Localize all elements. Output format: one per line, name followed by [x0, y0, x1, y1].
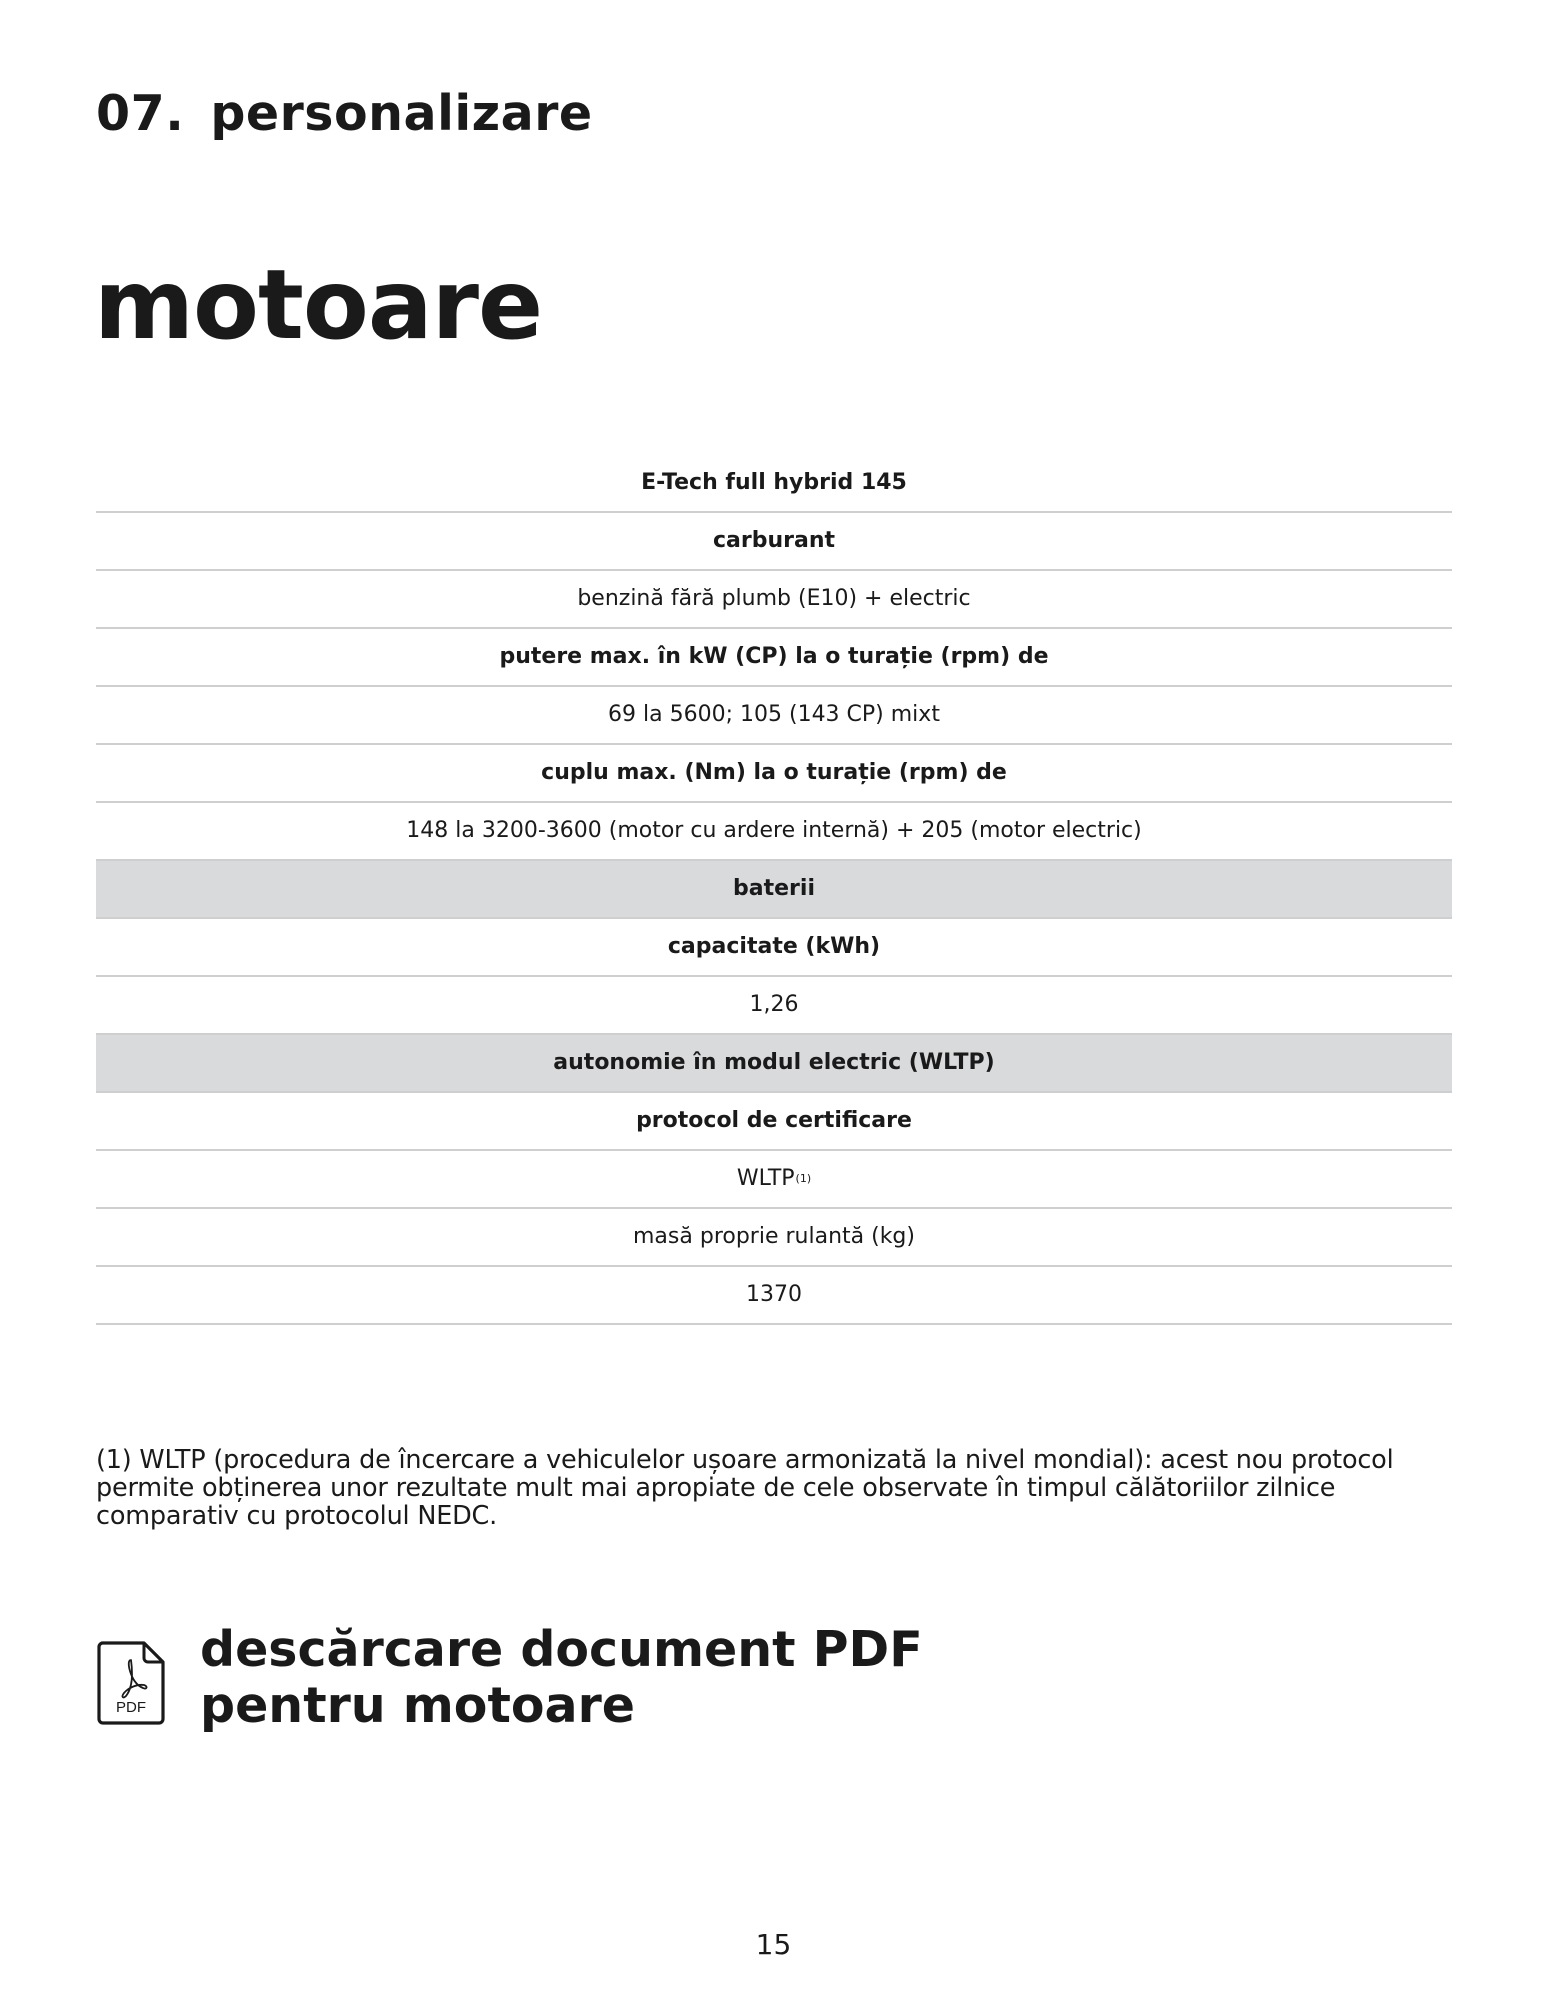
footnote — [96, 1446, 1456, 1530]
table-value-row — [96, 977, 1452, 1035]
table-header-row — [96, 629, 1452, 687]
table-header-row — [96, 455, 1452, 513]
table-section-row — [96, 861, 1452, 919]
footnote-line: permite obținerea unor rezultate mult mai apropiate de cele observate în timpul călătoriilor zilnice — [96, 1473, 1336, 1503]
table-cell-text: E-Tech full hybrid 145 — [641, 470, 907, 495]
table-cell-text: 69 la 5600; 105 (143 CP) mixt — [608, 702, 940, 727]
section-title: personalizare — [210, 85, 593, 142]
table-cell-text: baterii — [733, 876, 815, 901]
section-heading — [96, 84, 593, 144]
table-value-row — [96, 1209, 1452, 1267]
section-number: 07. — [96, 85, 185, 142]
table-header-row — [96, 919, 1452, 977]
table-section-row — [96, 1035, 1452, 1093]
page-number: 15 — [755, 1928, 792, 1961]
table-cell-text: 1370 — [746, 1282, 802, 1307]
footnote-line: (1) WLTP (procedura de încercare a vehiculelor ușoare armonizată la nivel mondial): acest nou protocol — [96, 1445, 1394, 1475]
footnote-marker: (1) — [795, 1172, 812, 1185]
pdf-document-icon[interactable] — [96, 1640, 166, 1726]
table-value-row — [96, 803, 1452, 861]
table-cell-text: 148 la 3200-3600 (motor cu ardere internă) + 205 (motor electric) — [406, 818, 1142, 843]
table-cell-text: putere max. în kW (CP) la o turație (rpm) de — [499, 644, 1049, 669]
table-header-row — [96, 1093, 1452, 1151]
table-value-row — [96, 1267, 1452, 1325]
table-cell-text: masă proprie rulantă (kg) — [633, 1224, 915, 1249]
table-value-row — [96, 1151, 1452, 1209]
table-cell-text: 1,26 — [749, 992, 799, 1017]
table-cell-text: cuplu max. (Nm) la o turație (rpm) de — [541, 760, 1007, 785]
engine-spec-table — [96, 455, 1452, 1325]
table-cell-text: protocol de certificare — [636, 1108, 912, 1133]
table-cell-text: capacitate (kWh) — [667, 934, 881, 959]
table-cell-text: carburant — [712, 528, 836, 553]
download-title-line1[interactable]: descărcare document PDF — [200, 1621, 923, 1678]
table-header-row — [96, 745, 1452, 803]
page-title: motoare — [94, 249, 543, 361]
table-header-row — [96, 513, 1452, 571]
footnote-line: comparativ cu protocolul NEDC. — [96, 1501, 498, 1531]
table-cell-text: autonomie în modul electric (WLTP) — [553, 1050, 995, 1075]
download-title-line2[interactable]: pentru motoare — [200, 1677, 635, 1734]
table-cell-text: WLTP — [736, 1166, 795, 1191]
table-value-row — [96, 571, 1452, 629]
download-pdf-link[interactable] — [96, 1622, 923, 1734]
table-value-row — [96, 687, 1452, 745]
pdf-icon-label: PDF — [116, 1699, 146, 1716]
table-cell-text: benzină fără plumb (E10) + electric — [577, 586, 971, 611]
download-title[interactable] — [200, 1622, 923, 1734]
